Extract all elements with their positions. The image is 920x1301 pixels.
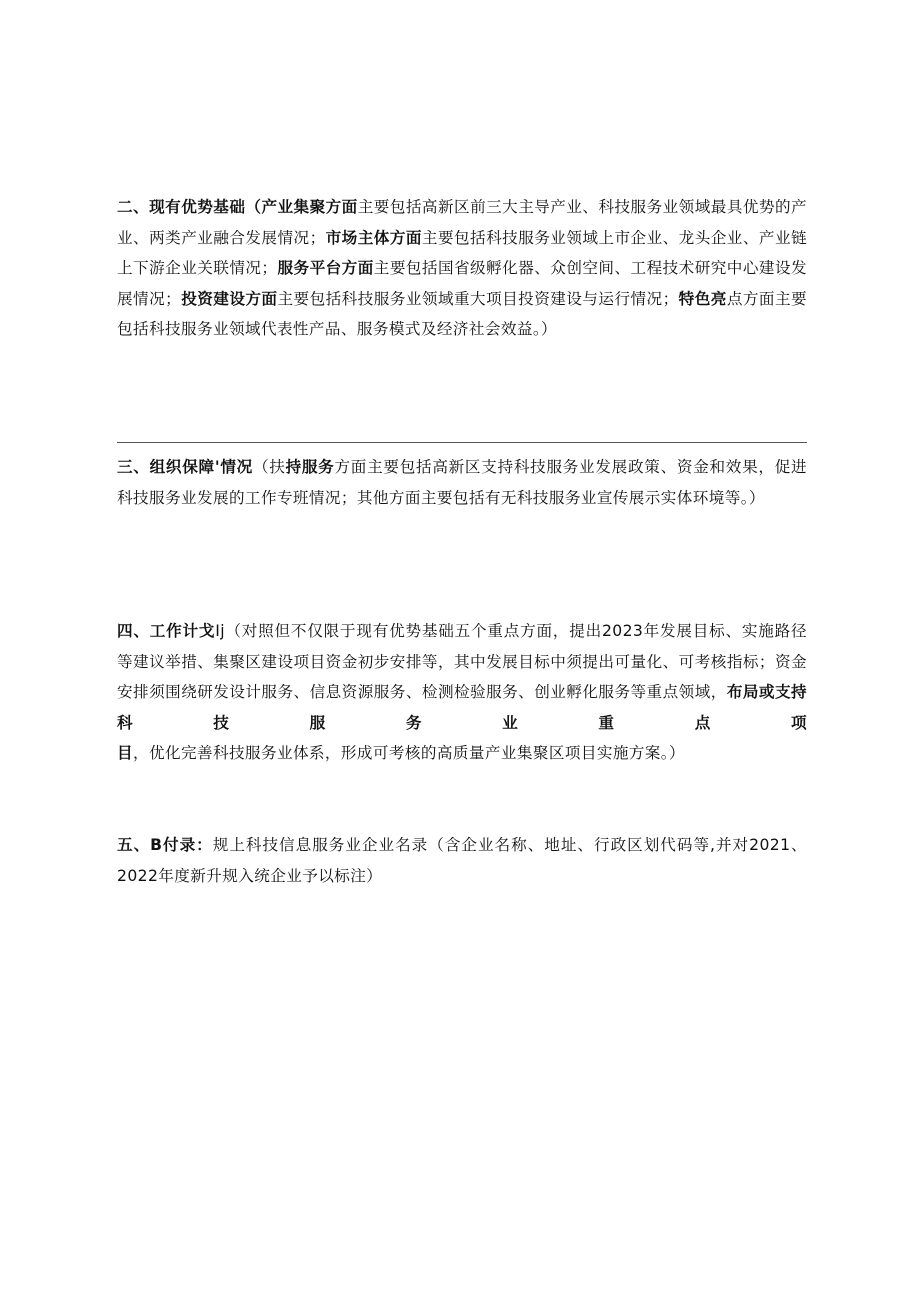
body-text: （扶: [252, 458, 286, 476]
body-text: 主要包括高新区前三大主导产业、科技服务业领域最具优势的产业、两类产业融合发展情况；: [117, 198, 808, 247]
body-text: 主要包括科技服务业领域重大项目投资建设与运行情况；: [277, 289, 679, 308]
body-text: 方面主要包括高新区支持科技服务业发展政策、资金和效果，促进科技服务业发展的工作专班情况；其他方面主要包括有无科技服务业宣传展示实体环境等。）: [117, 458, 808, 507]
bold-term: 市场主体方面: [325, 228, 422, 247]
body-text: 主要包括国省级孵化器、众创空间、工程技术研究中心建设发展情况；: [117, 259, 807, 308]
body-text: ，优化完善科技服务业体系，形成可考核的高质量产业集聚区项目实施方案。）: [133, 744, 685, 762]
section-existing-advantages: [117, 192, 807, 345]
bold-term: 投资建设方面: [181, 289, 278, 308]
section-organizational-support: [117, 452, 807, 513]
section-heading: 四、工作计戈: [117, 622, 216, 640]
bold-term: 服务平台方面: [277, 259, 374, 277]
bold-term: 持服务: [285, 458, 335, 476]
body-text: 规上科技信息服务业企业名录（含企业名称、地址、行政区划代码等,并对2021、2022年度新升规入统企业予以标注）: [117, 836, 807, 885]
section-appendix: [117, 830, 807, 891]
section-heading: 三、组织保障'情况: [117, 458, 253, 476]
bold-term: 特色亮: [678, 289, 727, 308]
bold-term: 产业集聚方面: [261, 198, 358, 216]
section-work-plan: [117, 616, 807, 769]
horizontal-divider: [117, 442, 807, 443]
body-text: 主要包括科技服务业领域上市企业、龙头企业、产业链上下游企业关联情况；: [117, 228, 807, 277]
body-text: Ij（对照但不仅限于现有优势基础五个重点方面，提出2023年发展目标、实施路径等建议举措、集聚区建设项目资金初步安排等，其中发展目标中须提出可量化、可考核指标；资金安排须围绕研发设计服务、信息资源服务、检测检验服务、创业孵化服务等重点领域，: [117, 622, 807, 701]
bold-term: 布局或支持科技服务业重点项目: [117, 683, 807, 762]
section-heading: 五、B付录：: [117, 836, 213, 854]
body-text: 点方面主要包括科技服务业领域代表性产品、服务模式及经济社会效益。）: [117, 289, 807, 338]
section-heading: 二、现有优势基础（: [117, 198, 262, 216]
